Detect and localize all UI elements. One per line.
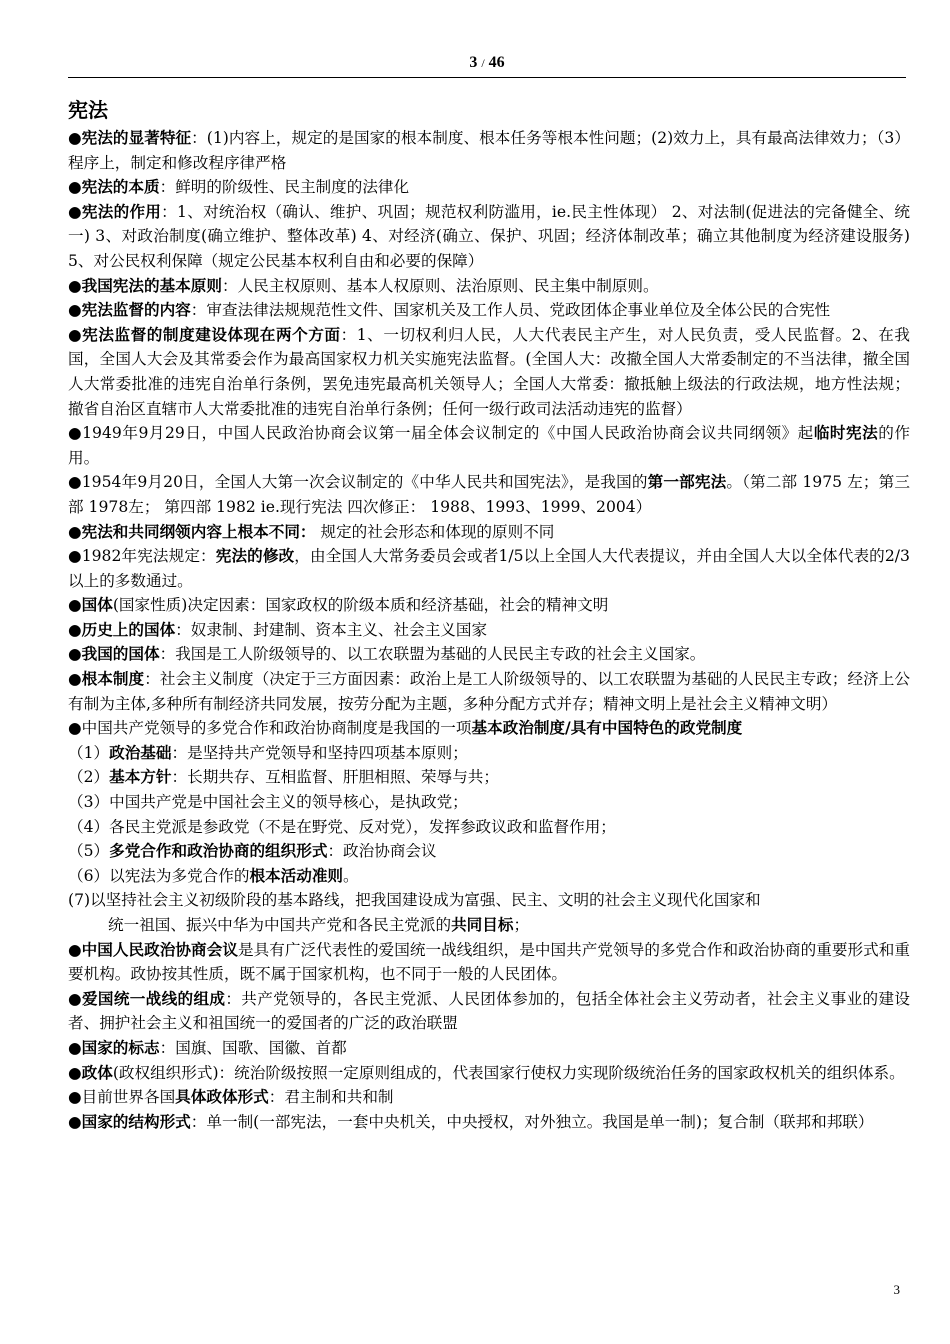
- paragraph-text: ●中国共产党领导的多党合作和政治协商制度是我国的一项: [68, 719, 472, 738]
- paragraph-text: ，由全国人大常务委员会或者1/5以上全国人大代表提议，并由全国人大以全体代表的2/3以上的多数通过。: [68, 547, 910, 590]
- bold-term: 国家的标志: [81, 1037, 160, 1057]
- paragraph: [68, 1110, 910, 1135]
- paragraph: [68, 642, 910, 667]
- paragraph: [68, 298, 910, 323]
- paragraph-text: 统一祖国、振兴中华为中国共产党和各民主党派的: [108, 916, 452, 934]
- paragraph: [68, 765, 910, 790]
- paragraph-text: ●: [68, 129, 82, 147]
- paragraph-text: ●: [68, 325, 83, 344]
- paragraph: [68, 470, 910, 519]
- paragraph-list: [68, 126, 910, 1134]
- page-number: 3: [893, 1282, 900, 1297]
- paragraph-text: ：共产党领导的，各民主党派、人民团体参加的，包括全体社会主义劳动者，社会主义事业的建设者、拥护社会主义和祖国统一的爱国者的广泛的政治联盟: [68, 989, 910, 1033]
- bold-term: 国体: [81, 595, 113, 615]
- paragraph: [68, 1085, 910, 1110]
- bold-term: 宪法的作用: [81, 201, 162, 221]
- bold-term: 基本政治制度/具有中国特色的政党制度: [471, 718, 743, 738]
- bold-term: 中国人民政治协商会议: [81, 939, 238, 959]
- paragraph-text: ：1、对统治权（确认、维护、巩固；规范权利防滥用，ie.民主性体现） 2、对法制(促进法的完备健全、统一) 3、对政治制度(确立维护、整体改革) 4、对经济(确立、保护、巩固；经济体制改革；确立其他制度为经济建设服务) 5、对公民权利保障（规定公民基本权利自由和必要的保障）: [68, 202, 910, 270]
- paragraph: [68, 716, 910, 741]
- paragraph-text: ●: [68, 989, 82, 1008]
- paragraph-text: ●: [68, 1112, 82, 1131]
- bold-term: 根本活动准则: [249, 865, 344, 885]
- paragraph: [68, 741, 910, 766]
- header-separator: /: [481, 56, 485, 70]
- bold-term: 爱国统一战线的组成: [81, 988, 226, 1008]
- paragraph-text: ●: [68, 940, 82, 959]
- paragraph: [68, 126, 910, 175]
- bold-term: 政体: [81, 1062, 113, 1082]
- bold-term: 历史上的国体: [81, 619, 176, 639]
- paragraph-text: ：是坚持共产党领导和坚持四项基本原则；: [171, 743, 468, 762]
- paragraph-text: 。: [343, 866, 359, 885]
- paragraph: [68, 323, 910, 421]
- bold-term: 国家的结构形式: [81, 1111, 191, 1131]
- paragraph: [68, 938, 910, 987]
- bold-term: 我国的国体: [81, 644, 160, 664]
- paragraph: [68, 913, 910, 938]
- bold-term: 多党合作和政治协商的组织形式: [109, 841, 328, 861]
- document-body: [68, 96, 910, 1134]
- paragraph: [68, 790, 910, 815]
- bold-term: 宪法的修改: [215, 546, 295, 566]
- paragraph: [68, 618, 910, 643]
- paragraph: [68, 864, 910, 889]
- paragraph-text: （1）: [68, 743, 110, 762]
- paragraph-text: ：奴隶制、封建制、资本主义、社会主义国家: [175, 620, 488, 639]
- paragraph-text: ●: [68, 596, 82, 615]
- paragraph-text: (政权组织形式)：统治阶级按照一定原则组成的，代表国家行使权力实现阶级统治任务的国家政权机关的组织体系。: [112, 1063, 905, 1082]
- bold-term: 宪法监督的内容: [81, 300, 191, 320]
- bold-term: 第一部宪法: [647, 472, 727, 492]
- paragraph: [68, 200, 910, 274]
- paragraph-text: ●: [68, 645, 82, 664]
- bold-term: 政治基础: [109, 742, 172, 762]
- header-rule: [68, 77, 906, 78]
- paragraph: [68, 274, 910, 299]
- section-title: 宪法: [68, 98, 108, 122]
- paragraph-text: ●: [68, 301, 82, 320]
- paragraph-text: ●: [68, 276, 82, 295]
- paragraph-text: ：人民主权原则、基本人权原则、法治原则、民主集中制原则。: [221, 276, 659, 295]
- paragraph-text: （5）: [68, 842, 110, 861]
- paragraph-text: ●: [68, 670, 82, 689]
- paragraph-text: ：长期共存、互相监督、肝胆相照、荣辱与共；: [171, 768, 499, 787]
- paragraph-text: 。（第二部 1975 左；第三部 1978左； 第四部 1982 ie.现行宪法 四次修正： 1988、1993、1999、2004）: [68, 473, 910, 516]
- paragraph-text: ●1954年9月20日，全国人大第一次会议制定的《中华人民共和国宪法》，是我国的: [68, 473, 648, 492]
- paragraph-text: ●目前世界各国: [68, 1088, 176, 1107]
- bold-term: 基本方针: [109, 767, 172, 787]
- bold-term: 宪法的显著特征: [81, 128, 192, 147]
- paragraph-text: ：鲜明的阶级性、民主制度的法律化: [159, 178, 410, 197]
- bold-term: 宪法和共同纲领内容上根本不同：: [81, 521, 316, 541]
- paragraph-text: ●: [68, 1038, 82, 1057]
- paragraph-text: ；: [513, 916, 530, 934]
- paragraph-text: 的作用。: [68, 424, 910, 467]
- paragraph-text: （6）以宪法为多党合作的: [68, 866, 250, 885]
- paragraph-text: ：单一制(一部宪法，一套中央机关，中央授权，对外独立。我国是单一制)；复合制（联邦和邦联）: [190, 1112, 874, 1131]
- paragraph: [68, 421, 910, 470]
- header-page: 3: [469, 54, 478, 71]
- paragraph-text: ：社会主义制度（决定于三方面因素：政治上是工人阶级领导的、以工农联盟为基础的人民民主专政；经济上公有制为主体,多种所有制经济共同发展，按劳分配为主题，多种分配方式并存；精神文明上是社会主义精神文明）: [68, 670, 910, 713]
- paragraph-text: ：政治协商会议: [327, 842, 437, 861]
- paragraph-text: ：1、一切权利归人民，人大代表民主产生，对人民负责，受人民监督。2、在我国，全国人大会及其常委会作为最高国家权力机关实施宪法监督。(全国人大：改撤全国人大常委制定的不当法律，撤全国人大常委批准的违宪自治单行条例，罢免违宪最高机关领导人；全国人大常委：撤抵触上级法的行政法规，地方性法规；撤省自治区直辖市人大常委批准的违宪自治单行条例；任何一级行政司法活动违宪的监督）: [68, 325, 911, 418]
- bold-term: 宪法监督的制度建设体现在两个方面: [82, 324, 341, 344]
- bold-term: 具体政体形式: [175, 1087, 269, 1107]
- paragraph-text: ●: [68, 522, 82, 541]
- paragraph-text: (国家性质)决定因素：国家政权的阶级本质和经济基础，社会的精神文明: [112, 596, 609, 615]
- paragraph-text: ●: [68, 620, 82, 639]
- paragraph-text: ：审查法律法规规范性文件、国家机关及工作人员、党政团体企事业单位及全体公民的合宪性: [190, 301, 831, 320]
- paragraph: [68, 593, 910, 618]
- paragraph: [68, 544, 910, 593]
- paragraph-text: ：我国是工人阶级领导的、以工农联盟为基础的人民民主专政的社会主义国家。: [159, 645, 706, 664]
- page-header: [68, 54, 906, 72]
- bold-term: 我国宪法的基本原则: [81, 275, 222, 295]
- paragraph-text: （4）各民主党派是参政党（不是在野党、反对党），发挥参政议政和监督作用；: [68, 817, 616, 836]
- bold-term: 宪法的本质: [81, 177, 160, 197]
- paragraph: [68, 1036, 910, 1061]
- paragraph: [68, 888, 910, 913]
- paragraph-text: 是具有广泛代表性的爱国统一战线组织，是中国共产党领导的多党合作和政治协商的重要形式和重要机构。政协按其性质，既不属于国家机构，也不同于一般的人民团体。: [68, 940, 910, 984]
- paragraph-text: ：国旗、国歌、国徽、首都: [159, 1038, 347, 1057]
- paragraph-text: ：(1)内容上，规定的是国家的根本制度、根本任务等根本性问题；(2)效力上，具有最高法律效力；（3）程序上，制定和修改程序律严格: [68, 129, 910, 172]
- paragraph-text: ●1982年宪法规定：: [68, 547, 216, 566]
- paragraph-text: （2）: [68, 768, 110, 787]
- paragraph-text: ●1949年9月29日，中国人民政治协商会议第一届全体会议制定的《中国人民政治协商会议共同纲领》起: [68, 424, 814, 443]
- paragraph: [68, 815, 910, 840]
- paragraph-text: 规定的社会形态和体现的原则不同: [315, 522, 555, 541]
- paragraph: [68, 987, 910, 1036]
- paragraph-text: ：君主制和共和制: [268, 1088, 394, 1107]
- paragraph-text: ●: [68, 202, 82, 221]
- paragraph-text: ●: [68, 178, 82, 197]
- paragraph: [68, 1061, 910, 1086]
- bold-term: 共同目标: [451, 915, 514, 934]
- paragraph-text: （3）中国共产党是中国社会主义的领导核心，是执政党；: [68, 793, 468, 812]
- paragraph-text: (7)以坚持社会主义初级阶段的基本路线，把我国建设成为富强、民主、文明的社会主义现代化国家和: [68, 891, 761, 910]
- paragraph-text: ●: [68, 1063, 82, 1082]
- paragraph: [68, 520, 910, 545]
- header-total-pages: 46: [488, 54, 505, 71]
- paragraph: [68, 175, 910, 200]
- bold-term: 临时宪法: [813, 423, 879, 443]
- paragraph: [68, 667, 910, 716]
- bold-term: 根本制度: [81, 669, 145, 689]
- paragraph: [68, 839, 910, 864]
